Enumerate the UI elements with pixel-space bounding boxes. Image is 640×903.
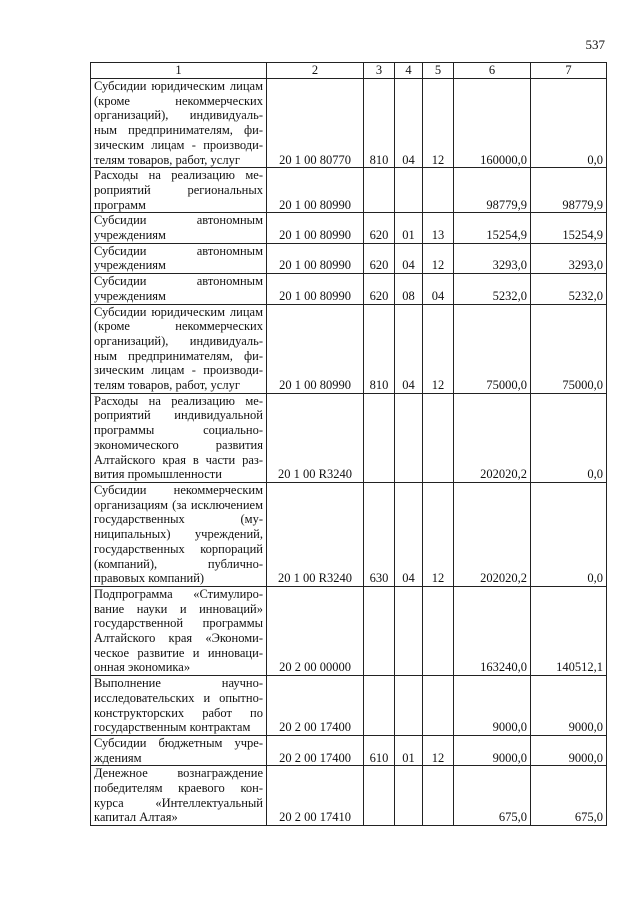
amount-executed: 140512,1 xyxy=(531,586,607,675)
expense-type: 620 xyxy=(364,274,395,304)
target-code: 20 2 00 17410 xyxy=(267,766,364,826)
expense-name: Денежное вознаграждение победителям краевого конкурса «Интеллектуальный капитал Алтая» xyxy=(91,766,267,826)
table-row xyxy=(91,213,607,243)
expense-name: Расходы на реализацию мероприятий региональных программ xyxy=(91,168,267,213)
subsection: 13 xyxy=(423,213,454,243)
section: 04 xyxy=(395,243,423,273)
amount-approved: 5232,0 xyxy=(454,274,531,304)
amount-approved: 163240,0 xyxy=(454,586,531,675)
subsection xyxy=(423,168,454,213)
amount-executed: 0,0 xyxy=(531,79,607,168)
column-header: 2 xyxy=(267,63,364,79)
section: 04 xyxy=(395,482,423,586)
amount-executed: 98779,9 xyxy=(531,168,607,213)
table-row xyxy=(91,766,607,826)
page-number: 537 xyxy=(585,37,605,52)
amount-approved: 98779,9 xyxy=(454,168,531,213)
subsection: 12 xyxy=(423,243,454,273)
expense-type xyxy=(364,586,395,675)
target-code: 20 1 00 80990 xyxy=(267,213,364,243)
amount-executed: 0,0 xyxy=(531,393,607,482)
expense-type xyxy=(364,676,395,736)
subsection: 12 xyxy=(423,79,454,168)
amount-approved: 75000,0 xyxy=(454,304,531,393)
target-code: 20 2 00 17400 xyxy=(267,735,364,765)
expense-name: Выполнение научно-исследовательских и опытно-конструкторских работ по государственным контрактам xyxy=(91,676,267,736)
amount-approved: 160000,0 xyxy=(454,79,531,168)
section: 04 xyxy=(395,304,423,393)
section: 01 xyxy=(395,735,423,765)
expense-name: Субсидии некоммерческим организациям (за исключением государственных (муниципальных) учреждений, государственных корпораций (компаний), публично-правовых компаний) xyxy=(91,482,267,586)
amount-executed: 15254,9 xyxy=(531,213,607,243)
subsection xyxy=(423,676,454,736)
amount-executed: 0,0 xyxy=(531,482,607,586)
amount-approved: 9000,0 xyxy=(454,676,531,736)
target-code: 20 2 00 17400 xyxy=(267,676,364,736)
table-row xyxy=(91,243,607,273)
section: 08 xyxy=(395,274,423,304)
expense-name: Расходы на реализацию мероприятий индивидуальной программы социально-экономического развития Алтайского края в части развития промышленности xyxy=(91,393,267,482)
column-header: 7 xyxy=(531,63,607,79)
table-row xyxy=(91,79,607,168)
section: 01 xyxy=(395,213,423,243)
target-code: 20 1 00 R3240 xyxy=(267,393,364,482)
table-row xyxy=(91,168,607,213)
section xyxy=(395,586,423,675)
expense-name: Субсидии автономным учреждениям xyxy=(91,274,267,304)
header-row xyxy=(91,63,607,79)
section xyxy=(395,393,423,482)
expense-type xyxy=(364,168,395,213)
amount-approved: 15254,9 xyxy=(454,213,531,243)
expense-name: Субсидии автономным учреждениям xyxy=(91,243,267,273)
amount-executed: 9000,0 xyxy=(531,676,607,736)
target-code: 20 1 00 80770 xyxy=(267,79,364,168)
amount-executed: 75000,0 xyxy=(531,304,607,393)
target-code: 20 1 00 R3240 xyxy=(267,482,364,586)
subsection: 04 xyxy=(423,274,454,304)
table-row xyxy=(91,482,607,586)
amount-approved: 675,0 xyxy=(454,766,531,826)
section xyxy=(395,766,423,826)
subsection xyxy=(423,393,454,482)
table-row xyxy=(91,393,607,482)
amount-approved: 9000,0 xyxy=(454,735,531,765)
table-row xyxy=(91,586,607,675)
expense-type: 620 xyxy=(364,243,395,273)
amount-executed: 675,0 xyxy=(531,766,607,826)
expense-name: Подпрограмма «Стимулирование науки и инноваций» государственной программы Алтайского края «Экономическое развитие и инновационная экономика» xyxy=(91,586,267,675)
section xyxy=(395,168,423,213)
amount-approved: 3293,0 xyxy=(454,243,531,273)
subsection xyxy=(423,586,454,675)
expense-name: Субсидии автономным учреждениям xyxy=(91,213,267,243)
table-row xyxy=(91,735,607,765)
expense-type xyxy=(364,766,395,826)
budget-table xyxy=(90,62,607,826)
expense-type: 810 xyxy=(364,79,395,168)
section xyxy=(395,676,423,736)
amount-executed: 3293,0 xyxy=(531,243,607,273)
target-code: 20 1 00 80990 xyxy=(267,274,364,304)
column-header: 6 xyxy=(454,63,531,79)
target-code: 20 1 00 80990 xyxy=(267,168,364,213)
column-header: 1 xyxy=(91,63,267,79)
subsection: 12 xyxy=(423,735,454,765)
expense-type: 620 xyxy=(364,213,395,243)
target-code: 20 1 00 80990 xyxy=(267,243,364,273)
expense-type: 630 xyxy=(364,482,395,586)
table-row xyxy=(91,304,607,393)
column-header: 4 xyxy=(395,63,423,79)
expense-type: 810 xyxy=(364,304,395,393)
section: 04 xyxy=(395,79,423,168)
subsection: 12 xyxy=(423,304,454,393)
column-header: 5 xyxy=(423,63,454,79)
table-row xyxy=(91,274,607,304)
amount-executed: 5232,0 xyxy=(531,274,607,304)
column-header: 3 xyxy=(364,63,395,79)
subsection: 12 xyxy=(423,482,454,586)
target-code: 20 2 00 00000 xyxy=(267,586,364,675)
subsection xyxy=(423,766,454,826)
expense-type xyxy=(364,393,395,482)
expense-type: 610 xyxy=(364,735,395,765)
expense-name: Субсидии юридическим лицам (кроме некоммерческих организаций), индивидуальным предпринимателям, физическим лицам - производителям товаров, работ, услуг xyxy=(91,304,267,393)
amount-approved: 202020,2 xyxy=(454,393,531,482)
table-row xyxy=(91,676,607,736)
expense-name: Субсидии бюджетным учреждениям xyxy=(91,735,267,765)
amount-approved: 202020,2 xyxy=(454,482,531,586)
amount-executed: 9000,0 xyxy=(531,735,607,765)
target-code: 20 1 00 80990 xyxy=(267,304,364,393)
expense-name: Субсидии юридическим лицам (кроме некоммерческих организаций), индивидуальным предпринимателям, физическим лицам - производителям товаров, работ, услуг xyxy=(91,79,267,168)
